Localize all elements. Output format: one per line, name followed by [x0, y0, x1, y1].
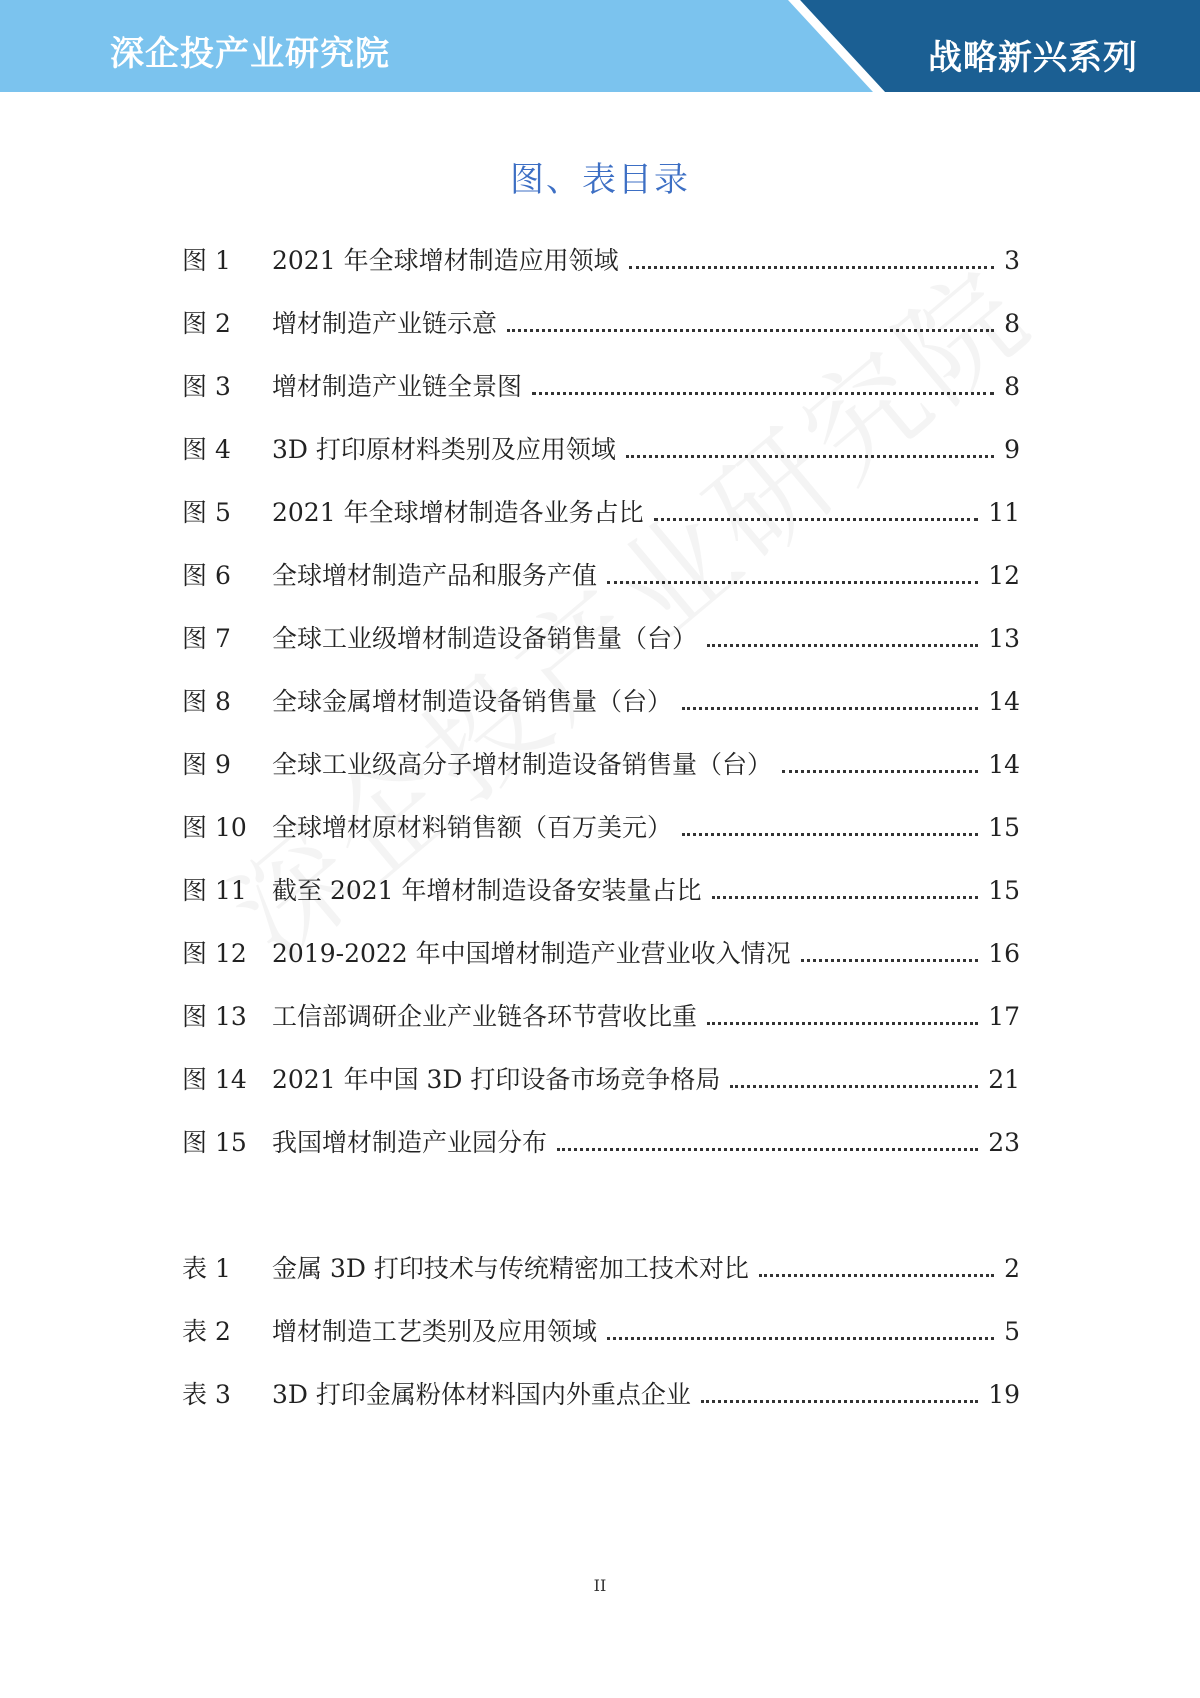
- toc-entry-title: 增材制造工艺类别及应用领域: [272, 1317, 598, 1346]
- toc-leader-dots: [507, 329, 994, 332]
- toc-entry-page: 2: [1004, 1254, 1020, 1283]
- toc-entry-title: 2021 年全球增材制造各业务占比: [272, 498, 644, 527]
- toc-entry-page: 15: [988, 813, 1020, 842]
- toc-entry-label: 图 4: [182, 435, 231, 464]
- toc-entry-label: 表 1: [182, 1254, 231, 1283]
- header-series-name: 战略新兴系列: [928, 38, 1138, 78]
- toc-entry-label: 图 7: [182, 624, 231, 653]
- toc-entry-title: 我国增材制造产业园分布: [272, 1128, 548, 1157]
- toc-entry-label: 图 8: [182, 687, 231, 716]
- table-list: [182, 1254, 1020, 1443]
- toc-entry-page: 23: [988, 1128, 1020, 1157]
- toc-entry-title: 工信部调研企业产业链各环节营收比重: [272, 1002, 698, 1031]
- toc-entry-page: 5: [1004, 1317, 1020, 1346]
- toc-entry-label: 图 13: [182, 1002, 247, 1031]
- toc-leader-dots: [707, 644, 978, 647]
- toc-entry-title: 2019-2022 年中国增材制造产业营业收入情况: [272, 939, 791, 968]
- toc-list: [182, 246, 1020, 1443]
- toc-entry-page: 14: [988, 687, 1020, 716]
- toc-entry-title: 3D 打印原材料类别及应用领域: [272, 435, 616, 464]
- toc-figure-entry[interactable]: [182, 561, 1020, 624]
- page-number: II: [593, 1576, 607, 1595]
- toc-entry-page: 14: [988, 750, 1020, 779]
- toc-leader-dots: [607, 581, 978, 584]
- figure-list: [182, 246, 1020, 1191]
- toc-leader-dots: [682, 833, 978, 836]
- toc-entry-label: 图 5: [182, 498, 231, 527]
- toc-entry-label: 图 2: [182, 309, 231, 338]
- toc-entry-label: 图 9: [182, 750, 231, 779]
- toc-figure-entry[interactable]: [182, 876, 1020, 939]
- toc-entry-title: 全球工业级高分子增材制造设备销售量（台）: [272, 750, 773, 779]
- toc-figure-entry[interactable]: [182, 624, 1020, 687]
- toc-entry-page: 15: [988, 876, 1020, 905]
- toc-table-entry[interactable]: [182, 1317, 1020, 1380]
- toc-leader-dots: [682, 707, 978, 710]
- toc-entry-label: 图 11: [182, 876, 247, 905]
- toc-entry-title: 增材制造产业链示意: [272, 309, 498, 338]
- toc-figure-entry[interactable]: [182, 939, 1020, 1002]
- toc-leader-dots: [730, 1085, 978, 1088]
- toc-entry-page: 3: [1004, 246, 1020, 275]
- toc-title: 图、表目录: [510, 160, 690, 200]
- toc-leader-dots: [626, 455, 994, 458]
- header-org-name: 深企投产业研究院: [110, 34, 390, 74]
- toc-leader-dots: [712, 896, 979, 899]
- toc-entry-title: 金属 3D 打印技术与传统精密加工技术对比: [272, 1254, 749, 1283]
- toc-entry-label: 图 10: [182, 813, 247, 842]
- toc-leader-dots: [532, 392, 994, 395]
- toc-entry-page: 21: [988, 1065, 1020, 1094]
- toc-leader-dots: [557, 1148, 978, 1151]
- toc-entry-label: 图 1: [182, 246, 231, 275]
- toc-entry-title: 全球增材制造产品和服务产值: [272, 561, 598, 590]
- toc-entry-label: 图 12: [182, 939, 247, 968]
- toc-entry-page: 11: [988, 498, 1020, 527]
- toc-figure-entry[interactable]: [182, 1002, 1020, 1065]
- toc-leader-dots: [759, 1274, 994, 1277]
- page-header: [0, 0, 1200, 92]
- toc-figure-entry[interactable]: [182, 246, 1020, 309]
- toc-table-entry[interactable]: [182, 1380, 1020, 1443]
- toc-entry-title: 增材制造产业链全景图: [272, 372, 523, 401]
- toc-entry-page: 13: [988, 624, 1020, 653]
- toc-leader-dots: [782, 770, 978, 773]
- toc-entry-title: 全球增材原材料销售额（百万美元）: [272, 813, 673, 842]
- toc-entry-title: 全球工业级增材制造设备销售量（台）: [272, 624, 698, 653]
- toc-figure-entry[interactable]: [182, 372, 1020, 435]
- toc-entry-title: 2021 年中国 3D 打印设备市场竞争格局: [272, 1065, 721, 1094]
- list-gap: [182, 1191, 1020, 1254]
- toc-leader-dots: [701, 1400, 978, 1403]
- toc-entry-page: 9: [1004, 435, 1020, 464]
- toc-leader-dots: [607, 1337, 994, 1340]
- toc-entry-label: 表 3: [182, 1380, 231, 1409]
- toc-entry-page: 19: [988, 1380, 1020, 1409]
- toc-entry-label: 图 14: [182, 1065, 247, 1094]
- toc-entry-title: 全球金属增材制造设备销售量（台）: [272, 687, 673, 716]
- toc-figure-entry[interactable]: [182, 1128, 1020, 1191]
- toc-entry-title: 3D 打印金属粉体材料国内外重点企业: [272, 1380, 691, 1409]
- toc-entry-title: 2021 年全球增材制造应用领域: [272, 246, 619, 275]
- toc-entry-label: 图 6: [182, 561, 231, 590]
- toc-figure-entry[interactable]: [182, 687, 1020, 750]
- toc-entry-page: 8: [1004, 372, 1020, 401]
- toc-entry-page: 12: [988, 561, 1020, 590]
- toc-entry-label: 图 15: [182, 1128, 247, 1157]
- toc-leader-dots: [801, 959, 979, 962]
- toc-figure-entry[interactable]: [182, 750, 1020, 813]
- toc-figure-entry[interactable]: [182, 1065, 1020, 1128]
- toc-entry-title: 截至 2021 年增材制造设备安装量占比: [272, 876, 702, 905]
- toc-figure-entry[interactable]: [182, 813, 1020, 876]
- toc-figure-entry[interactable]: [182, 309, 1020, 372]
- toc-leader-dots: [654, 518, 979, 521]
- toc-leader-dots: [707, 1022, 978, 1025]
- toc-entry-page: 8: [1004, 309, 1020, 338]
- toc-entry-label: 图 3: [182, 372, 231, 401]
- toc-entry-label: 表 2: [182, 1317, 231, 1346]
- toc-figure-entry[interactable]: [182, 498, 1020, 561]
- toc-entry-page: 16: [988, 939, 1020, 968]
- toc-table-entry[interactable]: [182, 1254, 1020, 1317]
- toc-entry-page: 17: [988, 1002, 1020, 1031]
- toc-figure-entry[interactable]: [182, 435, 1020, 498]
- toc-leader-dots: [629, 266, 995, 269]
